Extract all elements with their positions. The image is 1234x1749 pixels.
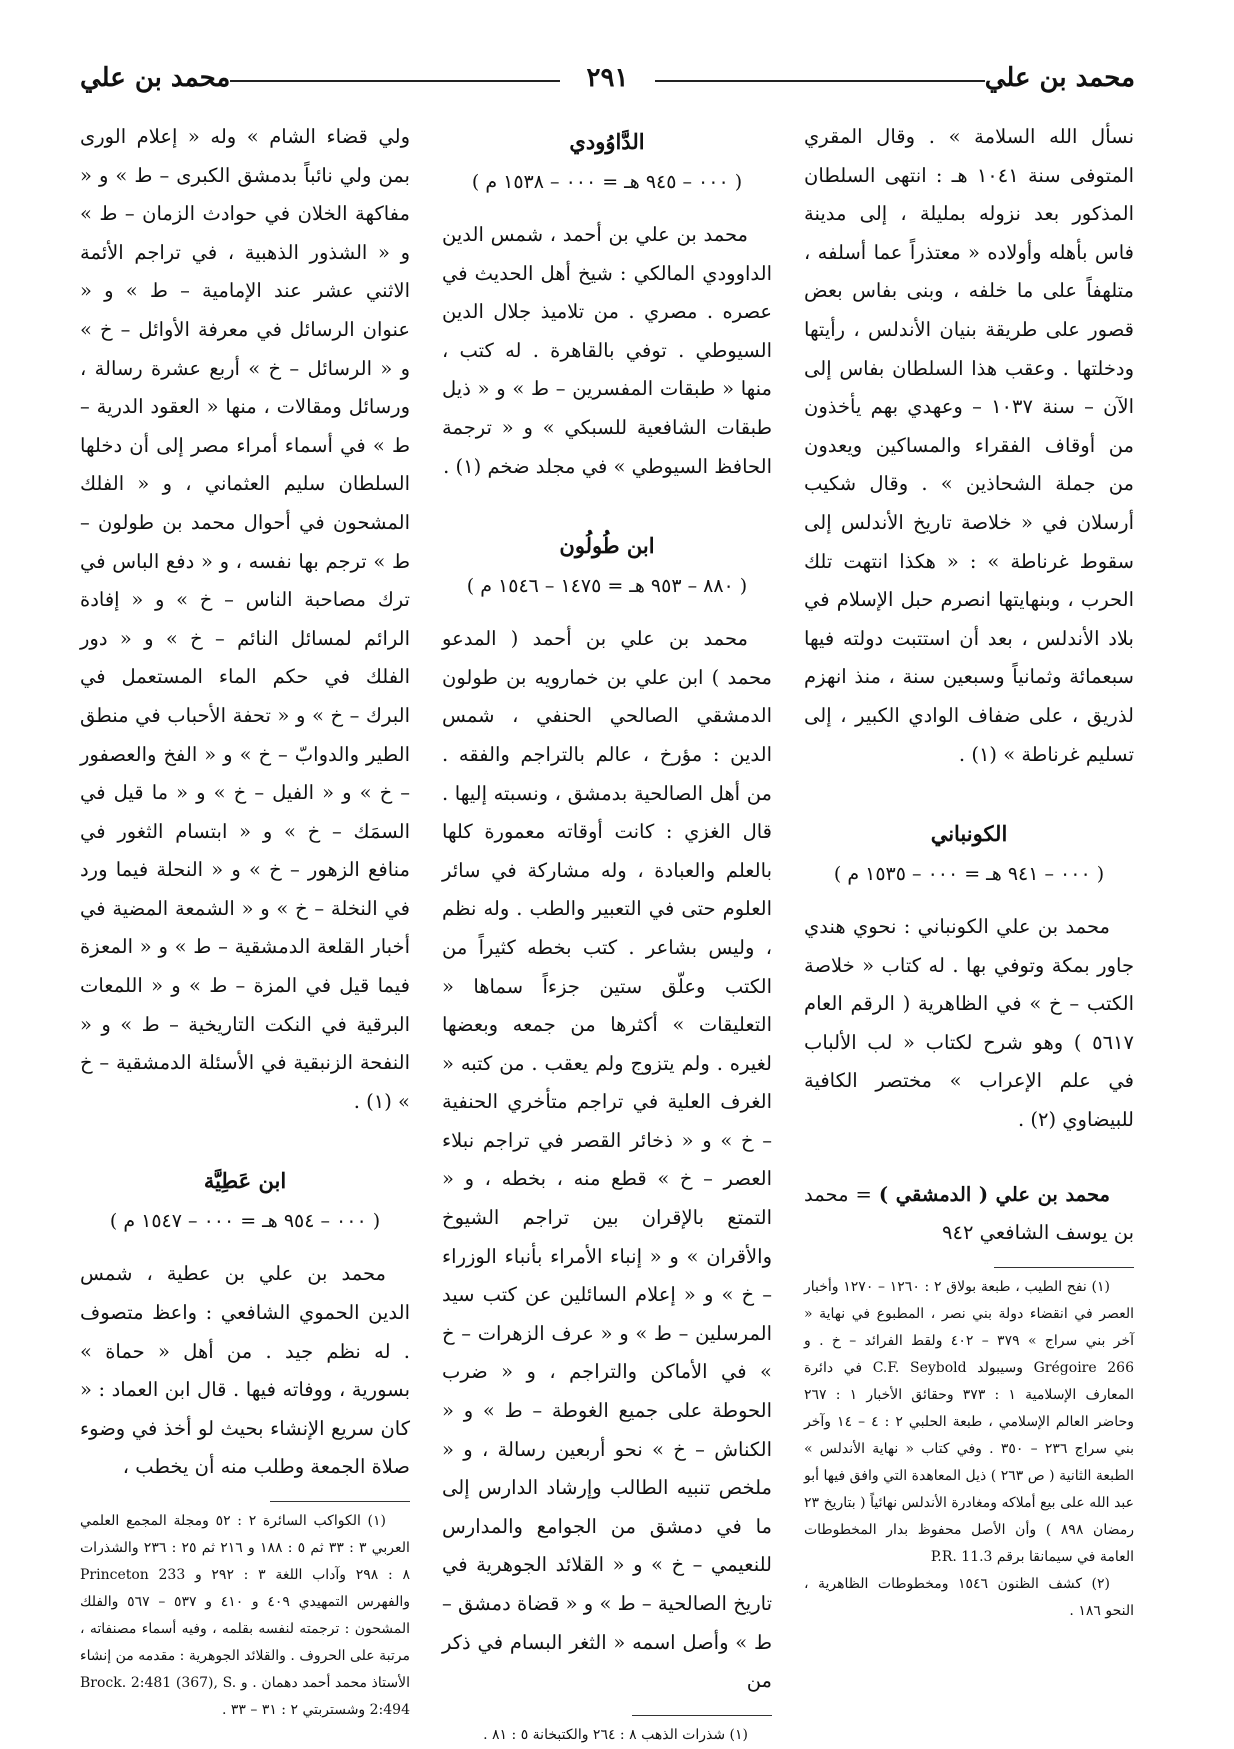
- entry-dates-dawudi: ( ٠٠٠ – ٩٤٥ هـ = ٠٠٠ – ١٥٣٨ م ): [471, 171, 743, 193]
- entry-body-atiyya: محمد بن علي بن عطية ، شمس الدين الحموي الشافعي : واعظ متصوف . له نظم جيد . من أهل « حماة » بسورية ، ووفاته فيها . قال ابن العماد : « كان سريع الإنشاء بحيث لو أخذ في وضوء صلاة الجمعة وطلب منه أن يخطب ،: [80, 1262, 410, 1479]
- running-head: [80, 60, 1135, 96]
- page-number: ٢٩١: [573, 60, 643, 96]
- crossref-target: = محمد بن يوسف الشافعي ٩٤٢: [804, 1182, 1134, 1245]
- entry-heading-dawudi: الدَّاوُودي: [569, 129, 645, 154]
- running-head-rule-right: [655, 80, 985, 82]
- spacer: [442, 486, 772, 522]
- crossref-title: محمد بن علي ( الدمشقي ): [878, 1182, 1110, 1206]
- column-left: [80, 118, 410, 1724]
- spacer: [80, 1121, 410, 1157]
- entry-body-tulun-continued: ولي قضاء الشام » وله « إعلام الورى بمن ولي نائباً بدمشق الكبرى – ط » و « مفاكهة الخلان في حوادث الزمان – ط » و « الشذور الذهبية ، في تراجم الأئمة الاثني عشر عند الإمامية – ط » و « عنوان الرسائل في معرفة الأوائل – خ » و « الرسائل – خ » أربع عشرة رسالة ، ورسائل ومقالات ، منها « العقود الدرية – ط » في أسماء أمراء مصر إلى أن دخلها السلطان سليم العثماني ، و « الفلك المشحون في أحوال محمد بن طولون – ط » ترجم بها نفسه ، و « دفع الباس في ترك مصاحبة الناس – خ » و « إفادة الرائم لمسائل النائم – خ » و « دور الفلك في حكم الماء المستعمل في البرك – خ » و « تحفة الأحباب في منطق الطير والدوابّ – خ » و « الفخ والعصفور – خ » و « الفيل – خ » و « ما قيل في السمَك – خ » و « ابتسام الثغور في منافع الزهور – خ » و « النحلة فيما ورد في النخلة – خ » و « الشمعة المضية في أخبار القلعة الدمشقية – ط » و « المعزة فيما قيل في المزة – ط » و « اللمعات البرقية في النكت التاريخية – ط » و « النفحة الزنبقية في الأسئلة الدمشقية – خ » (١) .: [80, 125, 410, 1113]
- entry-body-tulun: محمد بن علي بن أحمد ( المدعو محمد ) ابن علي بن خمارويه بن طولون الدمشقي الصالحي الحنفي ، شمس الدين : مؤرخ ، عالم بالتراجم والفقه . من أهل الصالحية بدمشق ، ونسبته إليها . قال الغزي : كانت أوقاته معمورة كلها بالعلم والعبادة ، وله مشاركة في سائر العلوم حتى في التعبير والطب . وله نظم ، وليس بشاعر . كتب بخطه كثيراً من الكتب وعلّق ستين جزءاً سماها « التعليقات » أكثرها من جمعه وبعضها لغيره . ولم يتزوج ولم يعقب . من كتبه « الغرف العلية في تراجم متأخري الحنفية – خ » و « ذخائر القصر في تراجم نبلاء العصر – خ » قطع منه ، بخطه ، و « التمتع بالإقران بين تراجم الشيوخ والأقران » و « إنباء الأمراء بأنباء الوزراء – خ » و « إعلام السائلين عن كتب سيد المرسلين – ط » و « عرف الزهرات – خ » في الأماكن والتراجم ، و « ضرب الحوطة على جميع الغوطة – ط » و « الكناش – خ » نحو أربعين رسالة ، و « ملخص تنبيه الطالب وإرشاد الدارس إلى ما في دمشق من الجوامع والمدارس للنعيمي – خ » و « القلائد الجوهرية في تاريخ الصالحية – ط » و « قضاة دمشق – ط » وأصل اسمه « الثغر البسام في ذكر من: [442, 627, 772, 1693]
- entry-heading-tulun: ابن طُولُون: [559, 533, 655, 559]
- footnote-rule: [270, 1501, 410, 1502]
- spacer: [804, 774, 1134, 810]
- entry-heading-atiyya: ابن عَطِيَّة: [203, 1168, 287, 1194]
- entry-body-dawudi: محمد بن علي بن أحمد ، شمس الدين الداوودي المالكي : شيخ أهل الحديث في عصره . مصري . من تلاميذ جلال الدين السيوطي . توفي بالقاهرة . له كتب ، منها « طبقات المفسرين – ط » و « ذيل طبقات الشافعية للسبكي » و « ترجمة الحافظ السيوطي » في مجلد ضخم (١) .: [442, 223, 772, 478]
- spacer: [804, 1140, 1134, 1176]
- entry-dates-atiyya: ( ٠٠٠ – ٩٥٤ هـ = ٠٠٠ – ١٥٤٧ م ): [109, 1210, 381, 1233]
- footnote-rule: [632, 1715, 772, 1716]
- running-head-right: محمد بن علي: [984, 63, 1135, 93]
- footnotes-middle: [442, 1722, 772, 1749]
- footnote-1: (١) الكواكب السائرة ٢ : ٥٢ ومجلة المجمع العلمي العربي ٣ : ٣٣ ثم ٥ : ١٨٨ و ٢١٦ ثم ٢٥ : ٢٣٦ والشذرات ٨ : ٢٩٨ وآداب اللغة ٣ : ٢٩٢ و Princeton 233 والفهرس التمهيدي ٤٠٩ و ٤١٠ و ٥٣٧ – ٥٦٧ والفلك المشحون : ترجمته لنفسه بقلمه ، وفيه أسماء مصنفاته ، مرتبة على الحروف . والقلائد الجوهرية : مقدمه من إنشاء الأستاذ محمد أحمد دهمان . و Brock. 2:481 (367), S. 2:494 وشستربتي ٢ : ٣١ – ٣٣ .: [80, 1513, 410, 1718]
- running-head-left: محمد بن علي: [80, 63, 231, 93]
- entry-body-kunbani: محمد بن علي الكونباني : نحوي هندي جاور بمكة وتوفي بها . له كتاب « خلاصة الكتب – خ » في الظاهرية ( الرقم العام ٥٦١٧ ) وهو شرح لكتاب « لب الألباب في علم الإعراب » مختصر الكافية للبيضاوي (٢) .: [804, 915, 1134, 1132]
- running-head-rule-left: [230, 80, 560, 82]
- footnote-1: (١) شذرات الذهب ٨ : ٢٦٤ والكتبخانة ٥ : ٨١ .: [483, 1726, 748, 1743]
- footnotes-left: [80, 1508, 410, 1724]
- paragraph-andalus: نسأل الله السلامة » . وقال المقري المتوفى سنة ١٠٤١ هـ : انتهى السلطان المذكور بعد نزوله بمليلة ، إلى مدينة فاس بأهله وأولاده « معتذراً عما أسلفه ، متلهفاً على ما خلفه ، وبنى بفاس بعض قصور على طريقة بنيان الأندلس ، رأيتها ودخلتها . وعقب هذا السلطان بفاس إلى الآن – سنة ١٠٣٧ – وعهدي بهم يأخذون من أوقاف الفقراء والمساكين ويعدون من جملة الشحاذين » . وقال شكيب أرسلان في « خلاصة تاريخ الأندلس إلى سقوط غرناطة » : « هكذا انتهت تلك الحرب ، وبنهايتها انصرم حبل الإسلام في بلاد الأندلس ، بعد أن استتبت دولته فيها سبعمائة وثمانياً وسبعين سنة ، منذ انهزم لذريق ، على ضفاف الوادي الكبير ، إلى تسليم غرناطة » (١) .: [804, 125, 1134, 766]
- footnote-rule: [994, 1267, 1134, 1268]
- entry-heading-kunbani: الكونباني: [930, 821, 1008, 847]
- column-middle: [442, 118, 772, 1749]
- entry-dates-tulun: ( ٨٨٠ – ٩٥٣ هـ = ١٤٧٥ – ١٥٤٦ م ): [466, 575, 748, 598]
- entry-crossref-dimashqi: [804, 1176, 1134, 1253]
- footnotes-right: [804, 1274, 1134, 1625]
- entry-dates-kunbani: ( ٠٠٠ – ٩٤١ هـ = ٠٠٠ – ١٥٣٥ م ): [833, 863, 1105, 886]
- footnote-2: (٢) كشف الظنون ١٥٤٦ ومخطوطات الظاهرية ، النحو ١٨٦ .: [804, 1575, 1134, 1619]
- column-right: [804, 118, 1134, 1625]
- footnote-1: (١) نفح الطيب ، طبعة بولاق ٢ : ١٢٦٠ – ١٢٧٠ وأخبار العصر في انقضاء دولة بني نصر ، المطبوع في نهاية « آخر بني سراج » ٣٧٩ – ٤٠٢ ولقط الفرائد – خ . و Grégoire 266 وسيبولد C.F. Seybold في دائرة المعارف الإسلامية ١ : ٣٧٣ وحقائق الأخبار ١ : ٢٦٧ وحاضر العالم الإسلامي ، طبعة الحلبي ٢ : ٤ – ١٤ وآخر بني سراج ٢٣٦ – ٣٥٠ . وفي كتاب « نهاية الأندلس » الطبعة الثانية ( ص ٢٦٣ ) ذيل المعاهدة التي وافق فيها أبو عبد الله على بيع أملاكه ومغادرة الأندلس نهائياً ( بتاريخ ٢٣ رمضان ٨٩٨ ) وأن الأصل محفوظ بدار المخطوطات العامة في سيمانقا برقم P.R. 11.3: [804, 1278, 1135, 1565]
